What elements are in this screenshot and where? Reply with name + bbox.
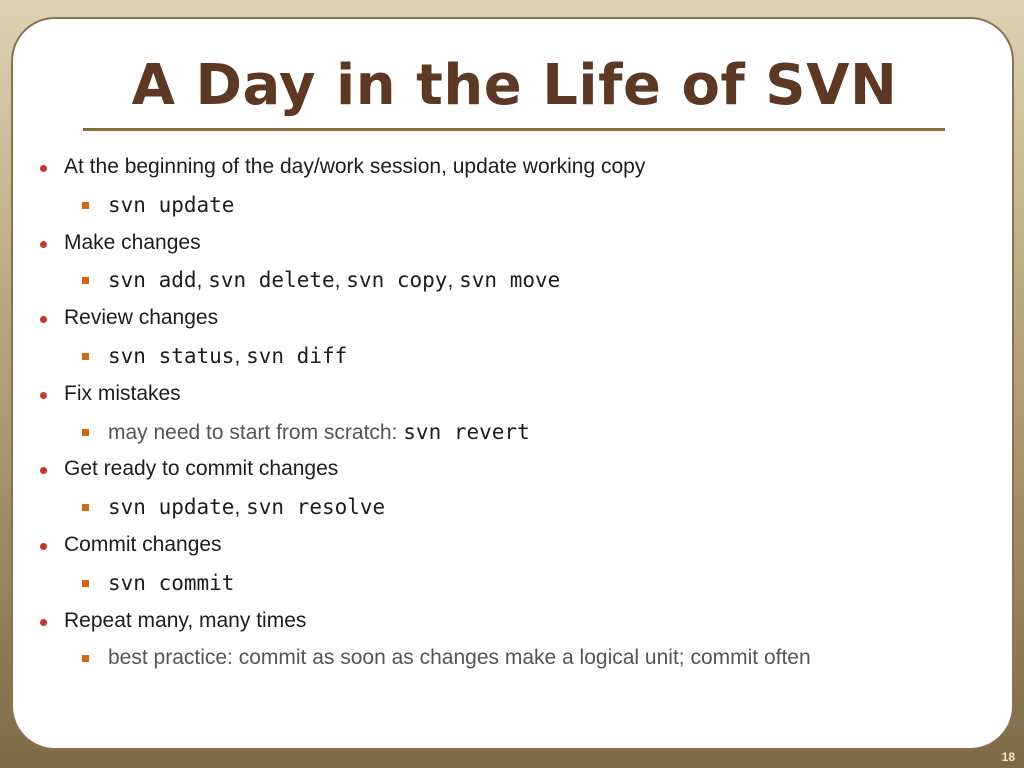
bullet-item bbox=[39, 605, 999, 643]
slide-panel bbox=[11, 17, 1014, 750]
command-text: svn move bbox=[459, 268, 561, 293]
bullet-item bbox=[39, 151, 999, 189]
sub-bullet-item bbox=[39, 567, 999, 605]
bullet-dot-icon bbox=[40, 619, 47, 626]
separator: , bbox=[334, 269, 347, 293]
bullet-square-icon bbox=[82, 429, 89, 436]
bullet-square-icon bbox=[82, 277, 89, 284]
command-text: svn copy bbox=[346, 268, 448, 293]
command-text: svn update bbox=[108, 495, 235, 520]
bullet-item bbox=[39, 227, 999, 265]
bullet-dot-icon bbox=[40, 241, 47, 248]
sub-bullet-item bbox=[39, 189, 999, 227]
sub-bullet-item bbox=[39, 340, 999, 378]
bullet-square-icon bbox=[82, 655, 89, 662]
command-text: svn update bbox=[108, 192, 235, 217]
page-number: 18 bbox=[1001, 750, 1015, 764]
bullet-text: Commit changes bbox=[64, 532, 222, 556]
bullet-item bbox=[39, 453, 999, 491]
bullet-text: At the beginning of the day/work session, update working copy bbox=[64, 155, 646, 178]
command-text: svn add bbox=[108, 268, 197, 293]
title-divider bbox=[83, 128, 945, 131]
bullet-square-icon bbox=[82, 580, 89, 587]
separator: , bbox=[234, 496, 247, 520]
command-text: svn commit bbox=[108, 570, 235, 595]
separator: , bbox=[447, 269, 460, 293]
separator: , bbox=[196, 269, 209, 293]
slide-title: A Day in the Life of SVN bbox=[131, 53, 898, 118]
command-text: svn resolve bbox=[246, 495, 386, 520]
bullet-text: Get ready to commit changes bbox=[64, 457, 339, 481]
bullet-dot-icon bbox=[40, 316, 47, 323]
bullet-dot-icon bbox=[40, 392, 47, 399]
bullet-square-icon bbox=[82, 353, 89, 360]
bullet-dot-icon bbox=[40, 543, 47, 550]
bullet-text: Make changes bbox=[64, 230, 201, 254]
sub-bullet-item bbox=[39, 491, 999, 529]
sub-bullet-text: may need to start from scratch: bbox=[108, 420, 404, 444]
bullet-list bbox=[39, 151, 999, 680]
bullet-item bbox=[39, 529, 999, 567]
separator: , bbox=[234, 344, 247, 368]
bullet-square-icon bbox=[82, 202, 89, 209]
bullet-dot-icon bbox=[40, 165, 47, 172]
sub-bullet-item bbox=[39, 264, 999, 302]
bullet-square-icon bbox=[82, 504, 89, 511]
bullet-text: Review changes bbox=[64, 306, 219, 330]
sub-bullet-item bbox=[39, 642, 999, 680]
sub-bullet-text: best practice: commit as soon as changes make a logical unit; commit often bbox=[108, 646, 811, 670]
command-text: svn diff bbox=[246, 343, 348, 368]
bullet-text: Repeat many, many times bbox=[64, 608, 307, 632]
bullet-text: Fix mistakes bbox=[64, 381, 181, 405]
bullet-dot-icon bbox=[40, 467, 47, 474]
command-text: svn revert bbox=[403, 419, 530, 444]
sub-bullet-item bbox=[39, 416, 999, 454]
command-text: svn status bbox=[108, 343, 235, 368]
command-text: svn delete bbox=[208, 268, 335, 293]
bullet-item bbox=[39, 302, 999, 340]
bullet-item bbox=[39, 378, 999, 416]
